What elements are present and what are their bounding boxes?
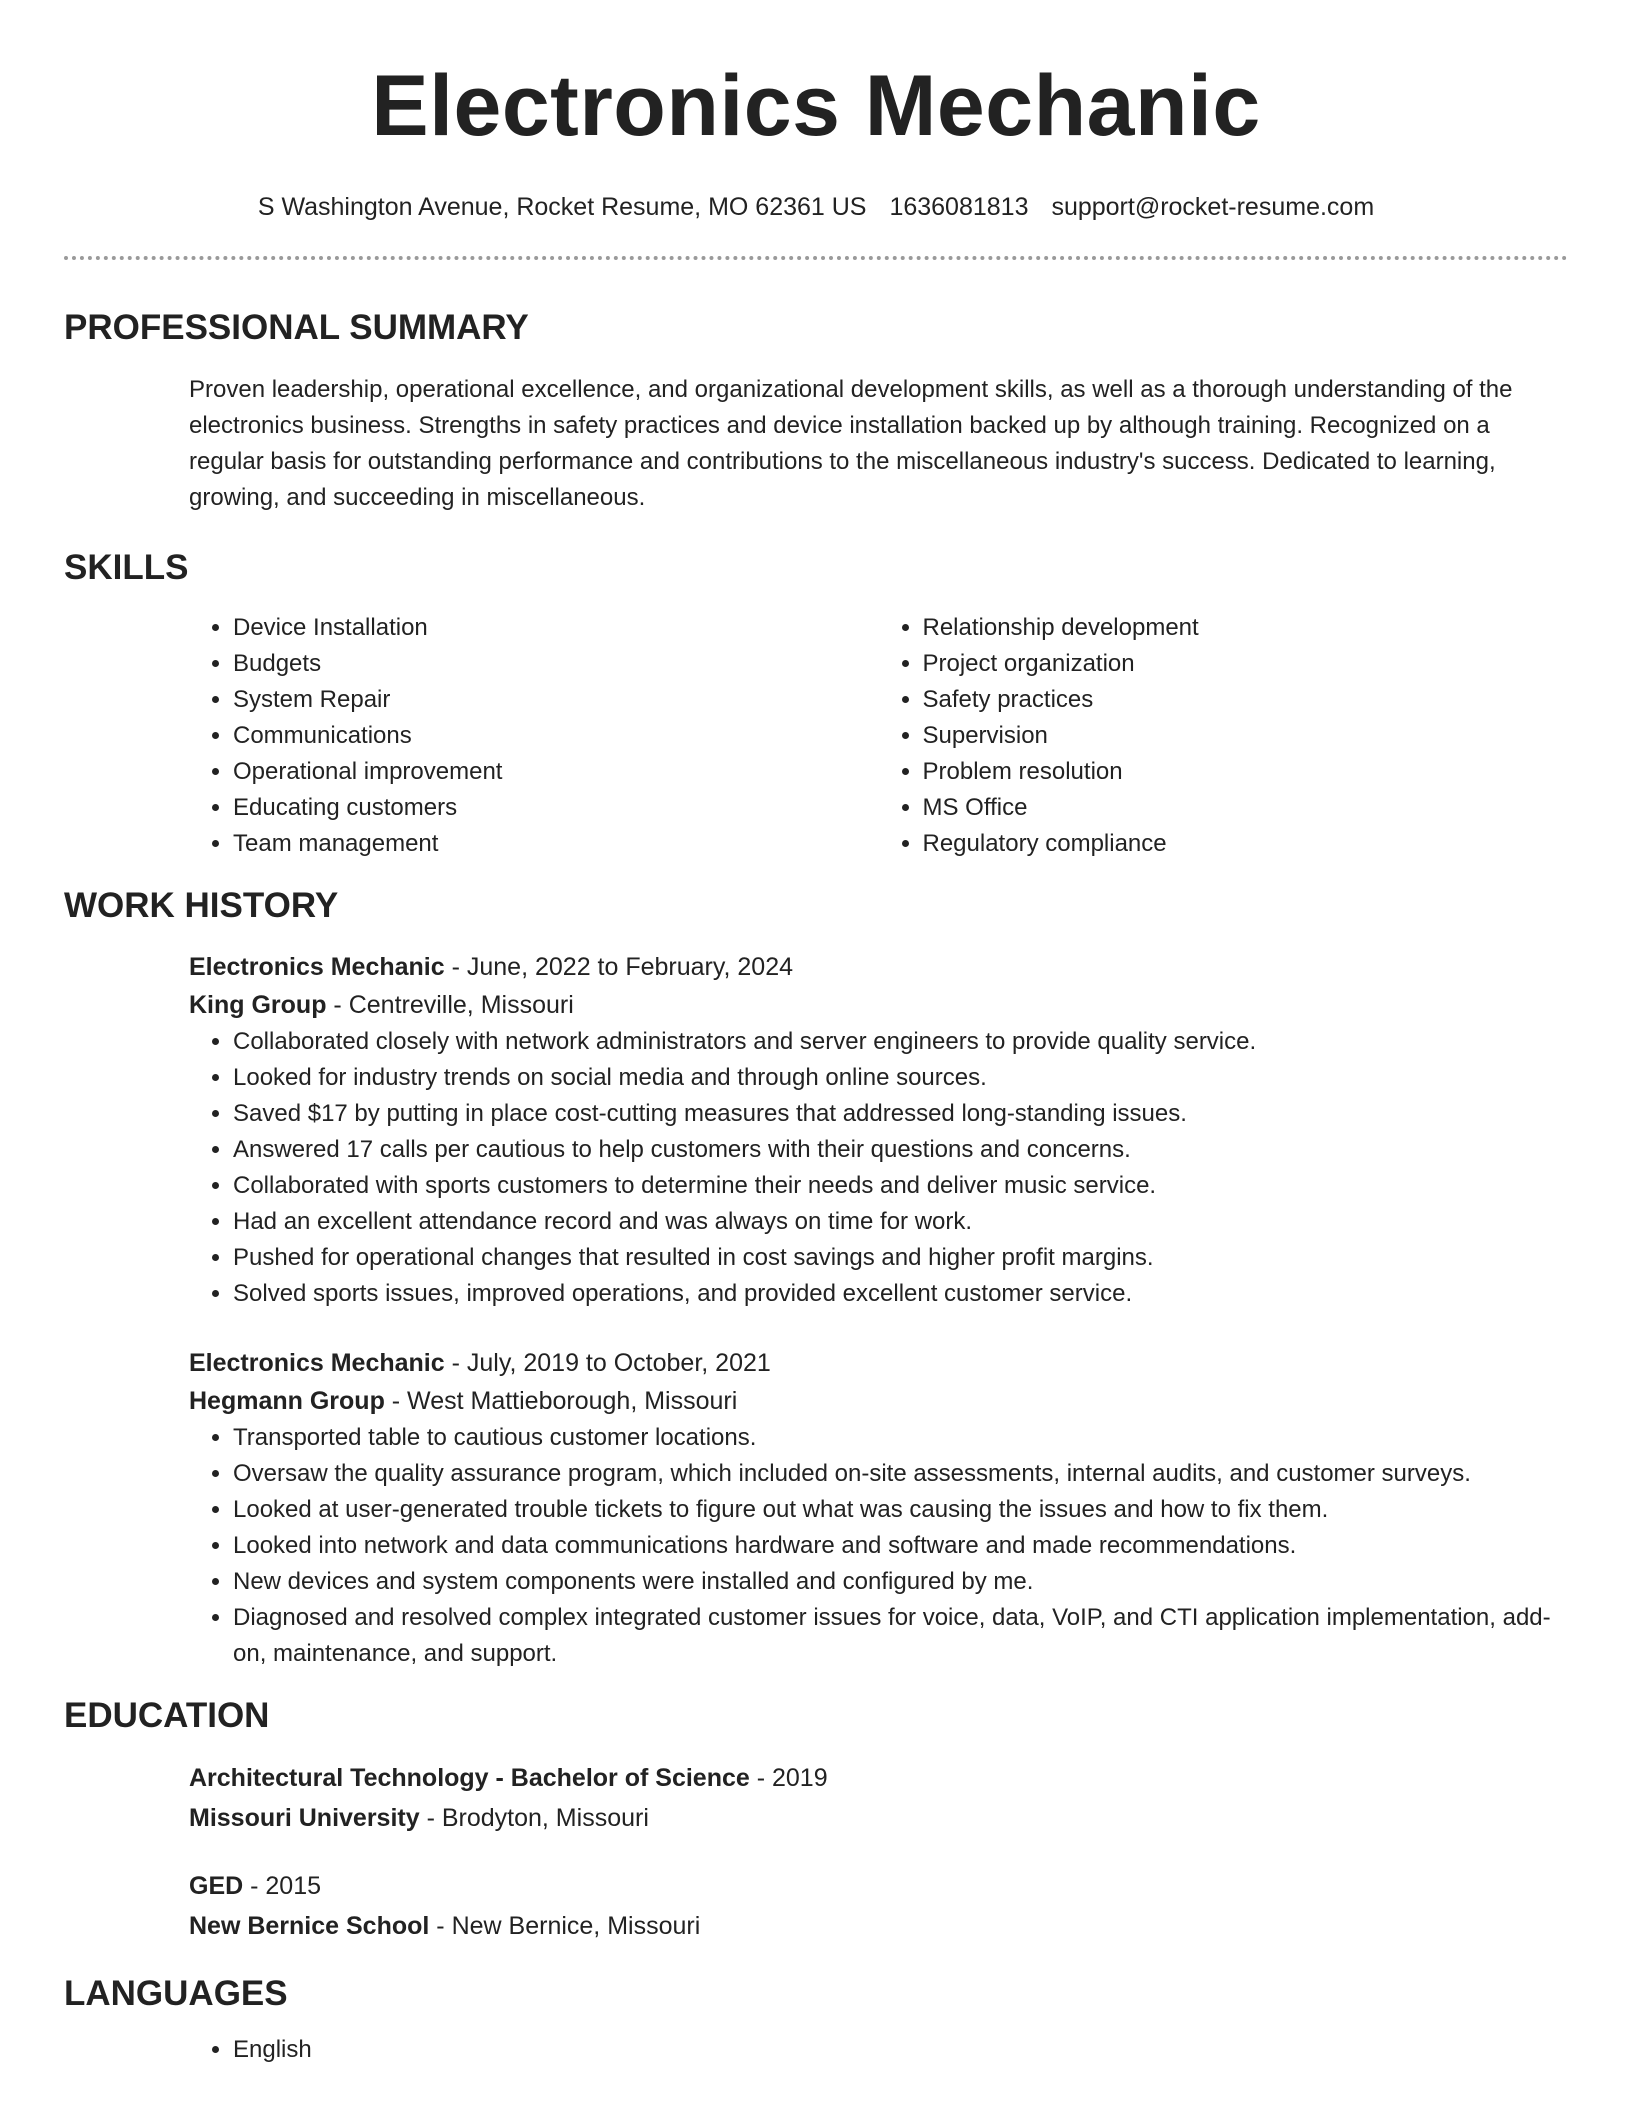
header-divider — [64, 256, 1568, 260]
job-bullet: • Collaborated with sports customers to determine their needs and deliver music service. — [233, 1168, 1568, 1204]
skill-item: • Device Installation — [233, 610, 879, 646]
education-year: - 2015 — [243, 1872, 322, 1900]
job-role-line — [189, 1344, 1568, 1382]
job-bullet: • Answered 17 calls per cautious to help customers with their questions and concerns. — [233, 1132, 1568, 1168]
job-bullet: • Transported table to cautious customer locations. — [233, 1420, 1568, 1456]
skills-column-right — [879, 610, 1569, 862]
job-bullets — [189, 1420, 1568, 1672]
resume-name: Electronics Mechanic — [371, 58, 1261, 154]
skill-item: • Educating customers — [233, 790, 879, 826]
section-title-skills: SKILLS — [64, 548, 189, 587]
language-item: • English — [233, 2032, 1568, 2068]
skill-item: • Problem resolution — [923, 754, 1569, 790]
section-title-languages: LANGUAGES — [64, 1974, 288, 2013]
section-title-work-history: WORK HISTORY — [64, 886, 339, 925]
contact-email: support@rocket-resume.com — [1051, 193, 1375, 221]
section-title-education: EDUCATION — [64, 1696, 270, 1735]
education-location: - New Bernice, Missouri — [429, 1912, 701, 1940]
job-location: - Centreville, Missouri — [326, 991, 574, 1019]
job-company: Hegmann Group — [189, 1387, 385, 1415]
section-title-summary: PROFESSIONAL SUMMARY — [64, 308, 529, 347]
skill-item: • Operational improvement — [233, 754, 879, 790]
job-bullet: • Pushed for operational changes that resulted in cost savings and higher profit margins. — [233, 1240, 1568, 1276]
education-location: - Brodyton, Missouri — [419, 1804, 649, 1832]
contact-address: S Washington Avenue, Rocket Resume, MO 62361 US — [257, 193, 867, 221]
job-company-line — [189, 986, 1568, 1024]
job-bullet: • Had an excellent attendance record and was always on time for work. — [233, 1204, 1568, 1240]
job-location: - West Mattieborough, Missouri — [384, 1387, 738, 1415]
skill-item: • MS Office — [923, 790, 1569, 826]
job-bullet: • Saved $17 by putting in place cost-cutting measures that addressed long-standing issues. — [233, 1096, 1568, 1132]
contact-line — [64, 192, 1568, 222]
education-school: Missouri University — [189, 1804, 420, 1832]
skill-item: • Relationship development — [923, 610, 1569, 646]
education-entry — [189, 1866, 1568, 1946]
job-bullet: • Diagnosed and resolved complex integrated customer issues for voice, data, VoIP, and CTI application implementation, add-on, maintenance, and support. — [233, 1600, 1568, 1672]
skills-list — [189, 610, 1568, 862]
job-role: Electronics Mechanic — [189, 1349, 445, 1377]
job-company: King Group — [189, 991, 327, 1019]
languages-bullets — [189, 2032, 1568, 2068]
education-entry — [189, 1758, 1568, 1838]
education-degree-line — [189, 1758, 1568, 1798]
job-bullet: • Collaborated closely with network administrators and server engineers to provide quality service. — [233, 1024, 1568, 1060]
skills-column-left — [189, 610, 879, 862]
job-dates: - June, 2022 to February, 2024 — [444, 953, 794, 981]
job-company-line — [189, 1382, 1568, 1420]
education-school-line — [189, 1906, 1568, 1946]
summary-text: Proven leadership, operational excellence, and organizational development skills, as well as a thorough understanding of the electronics business. Strengths in safety practices and device installation backed up by although training. Recognized on a regular basis for outstanding performance and contributions to the miscellaneous industry's success. Dedicated to learning, growing, and succeeding in miscellaneous. — [189, 376, 1513, 511]
languages-list — [189, 2032, 1568, 2068]
job-bullet: • Oversaw the quality assurance program, which included on-site assessments, internal audits, and customer surveys. — [233, 1456, 1568, 1492]
job-bullet: • Solved sports issues, improved operations, and provided excellent customer service. — [233, 1276, 1568, 1312]
skill-item: • Regulatory compliance — [923, 826, 1569, 862]
skill-item: • Safety practices — [923, 682, 1569, 718]
job-bullet: • New devices and system components were installed and configured by me. — [233, 1564, 1568, 1600]
education-school: New Bernice School — [189, 1912, 430, 1940]
skill-item: • Project organization — [923, 646, 1569, 682]
job-bullet: • Looked at user-generated trouble tickets to figure out what was causing the issues and how to fix them. — [233, 1492, 1568, 1528]
job-bullets — [189, 1024, 1568, 1312]
contact-phone: 1636081813 — [889, 193, 1029, 221]
job-bullet: • Looked for industry trends on social media and through online sources. — [233, 1060, 1568, 1096]
job-entry — [189, 1344, 1568, 1672]
skill-item: • Supervision — [923, 718, 1569, 754]
education-school-line — [189, 1798, 1568, 1838]
education-degree-line — [189, 1866, 1568, 1906]
job-bullet: • Looked into network and data communications hardware and software and made recommendations. — [233, 1528, 1568, 1564]
education-degree: Architectural Technology - Bachelor of Science — [189, 1764, 750, 1792]
job-role-line — [189, 948, 1568, 986]
skill-item: • Budgets — [233, 646, 879, 682]
education-degree: GED — [189, 1872, 244, 1900]
education-year: - 2019 — [749, 1764, 828, 1792]
job-role: Electronics Mechanic — [189, 953, 445, 981]
job-entry — [189, 948, 1568, 1312]
skill-item: • Team management — [233, 826, 879, 862]
skill-item: • System Repair — [233, 682, 879, 718]
job-dates: - July, 2019 to October, 2021 — [444, 1349, 771, 1377]
skill-item: • Communications — [233, 718, 879, 754]
